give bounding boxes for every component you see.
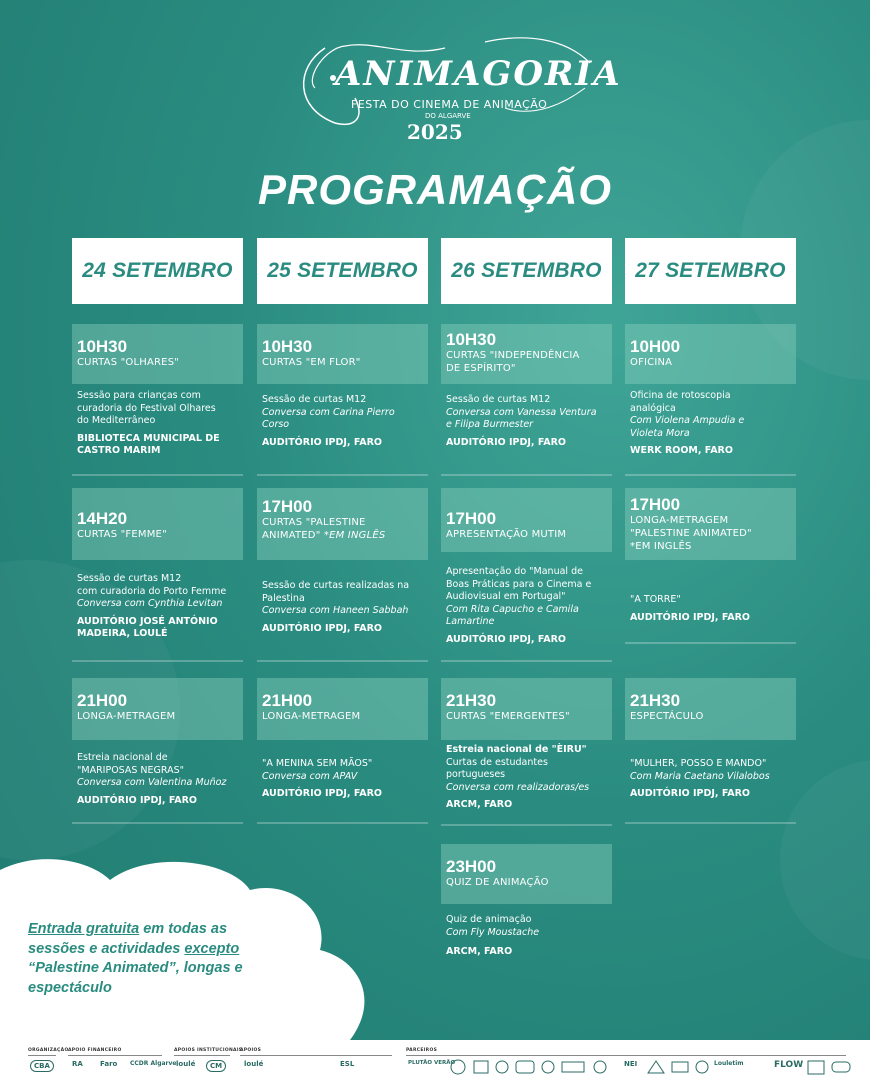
footer-group-label: APOIOS — [240, 1048, 262, 1053]
session-card — [441, 678, 612, 811]
session-description: "A MENINA SEM MÃOS" Conversa com APAV — [262, 758, 373, 782]
day-header: 27 SETEMBRO — [625, 238, 796, 304]
day-header: 25 SETEMBRO — [257, 238, 428, 304]
session-description: Estreia nacional de "MARIPOSAS NEGRAS" Conversa com Valentina Muñoz — [77, 752, 227, 788]
footer-group-label: ORGANIZAÇÃO — [28, 1048, 69, 1053]
session-kind: QUIZ DE ANIMAÇÃO — [446, 877, 549, 888]
page-title: PROGRAMAÇÃO — [258, 166, 612, 213]
session-card — [257, 324, 428, 449]
session-time: 21H00 — [77, 691, 128, 710]
session-card — [72, 678, 243, 807]
divider — [68, 1055, 162, 1056]
divider — [406, 1055, 846, 1056]
session-venue: WERK ROOM, FARO — [630, 445, 733, 456]
divider — [240, 1055, 392, 1056]
session-card — [625, 488, 796, 624]
session-time: 14H20 — [77, 509, 128, 528]
divider — [441, 474, 612, 476]
session-kind: CURTAS "OLHARES" — [77, 357, 180, 368]
session-kind: CURTAS "EM FLOR" — [262, 357, 361, 368]
session-venue: ARCM, FARO — [446, 799, 513, 810]
divider — [257, 660, 428, 662]
sponsor-logo: CBA — [30, 1060, 54, 1072]
sponsor-logo: loulé — [244, 1060, 264, 1068]
session-card — [72, 488, 243, 640]
divider — [28, 1055, 56, 1056]
session-description: "MULHER, POSSO E MANDO" Com Maria Caetano Vilalobos — [630, 758, 770, 782]
divider — [174, 1055, 230, 1056]
divider — [72, 474, 243, 476]
session-description: Sessão de curtas M12 Conversa com Carina Pierro Corso — [262, 394, 395, 430]
session-card — [72, 324, 243, 457]
divider — [257, 822, 428, 824]
sponsor-logos-strip-icon — [806, 1058, 856, 1076]
sponsor-logo: FLOW — [774, 1060, 804, 1070]
session-card — [441, 324, 612, 449]
festival-logo — [285, 28, 622, 148]
session-venue: ARCM, FARO — [446, 946, 513, 957]
session-card — [441, 488, 612, 646]
session-time: 10H30 — [77, 337, 128, 356]
divider — [625, 822, 796, 824]
session-venue: AUDITÓRIO IPDJ, FARO — [262, 436, 382, 448]
session-time: 17H00 — [630, 495, 681, 514]
divider — [72, 660, 243, 662]
session-kind: LONGA-METRAGEM — [630, 515, 729, 526]
sponsor-logo: Faro — [100, 1060, 118, 1068]
free-entry-note: Entrada gratuita em todas as sessões e actividades excepto “Palestine Animated”, longas e espectáculo — [28, 921, 243, 996]
session-description: Sessão de curtas M12 com curadoria do Porto Femme Conversa com Cynthia Levitan — [77, 573, 227, 609]
sponsor-logos-strip-icon — [646, 1058, 716, 1076]
footer-group-label: PARCEIROS — [406, 1048, 438, 1053]
session-venue: AUDITÓRIO IPDJ, FARO — [446, 436, 566, 448]
sponsor-logos-strip-icon — [450, 1058, 620, 1076]
session-card — [441, 844, 612, 958]
session-venue: AUDITÓRIO IPDJ, FARO — [630, 788, 750, 799]
session-kind: LONGA-METRAGEM — [77, 711, 176, 722]
sponsor-logo: CM — [206, 1060, 226, 1072]
divider — [257, 474, 428, 476]
sponsor-logo: CCDR Algarve — [130, 1060, 177, 1067]
day-header: 24 SETEMBRO — [72, 238, 243, 304]
divider — [625, 474, 796, 476]
session-card — [257, 678, 428, 800]
session-kind: "PALESTINE ANIMATED" — [630, 528, 752, 539]
session-card — [257, 488, 428, 635]
session-venue: AUDITÓRIO IPDJ, FARO — [446, 633, 566, 645]
session-time: 17H00 — [446, 509, 497, 528]
session-time: 21H00 — [262, 691, 313, 710]
session-venue: BIBLIOTECA MUNICIPAL DE CASTRO MARIM — [77, 432, 220, 456]
session-venue: AUDITÓRIO IPDJ, FARO — [262, 622, 382, 634]
session-time: 10H30 — [262, 337, 313, 356]
session-description: Sessão de curtas realizadas na Palestina Conversa com Haneen Sabbah — [262, 580, 410, 616]
session-time: 10H00 — [630, 337, 681, 356]
session-kind: LONGA-METRAGEM — [262, 711, 361, 722]
divider — [441, 660, 612, 662]
logo-region: DO ALGARVE — [425, 112, 471, 120]
session-time: 17H00 — [262, 497, 313, 516]
session-kind: OFICINA — [630, 357, 673, 368]
footer-group-label: APOIOS INSTITUCIONAIS — [174, 1048, 243, 1053]
session-description: "A TORRE" — [630, 594, 681, 605]
session-description: Quiz de animação Com Fly Moustache — [446, 914, 540, 938]
session-kind: ESPECTÁCULO — [630, 711, 704, 722]
session-venue: AUDITÓRIO IPDJ, FARO — [77, 794, 197, 806]
session-description: Oficina de rotoscopia analógica Com Violena Ampudia e Violeta Mora — [630, 390, 745, 439]
session-description: Sessão para crianças com curadoria do Festival Olhares do Mediterrâneo — [77, 390, 216, 426]
logo-year: 2025 — [407, 120, 463, 144]
sponsor-logo: PLUTÃO VERÃO — [408, 1060, 456, 1066]
session-description: Estreia nacional de "ÈIRU" Curtas de estudantes portugueses Conversa com realizadoras/es — [446, 744, 590, 793]
day-header: 26 SETEMBRO — [441, 238, 612, 304]
session-time: 21H30 — [630, 691, 681, 710]
session-kind: APRESENTAÇÃO MUTIM — [446, 529, 567, 540]
session-kind: CURTAS "PALESTINE — [262, 517, 366, 528]
session-time: 23H00 — [446, 857, 497, 876]
session-kind: *EM INGLÊS — [630, 541, 692, 552]
session-venue: AUDITÓRIO IPDJ, FARO — [630, 611, 750, 623]
session-card — [625, 324, 796, 457]
sponsor-logo: NEI — [624, 1060, 638, 1068]
session-kind: ANIMATED" *EM INGLÊS — [262, 530, 386, 541]
divider — [72, 822, 243, 824]
divider — [441, 824, 612, 826]
session-venue: AUDITÓRIO IPDJ, FARO — [262, 788, 382, 799]
logo-title: ANIMAGORIA — [335, 54, 622, 94]
session-time: 21H30 — [446, 691, 497, 710]
session-kind: CURTAS "INDEPENDÊNCIA — [446, 350, 580, 361]
sponsor-logo: loulé — [176, 1060, 196, 1068]
session-description: Sessão de curtas M12 Conversa com Vanessa Ventura e Filipa Burmester — [446, 394, 597, 430]
session-kind: DE ESPÍRITO" — [446, 363, 516, 374]
session-description: Apresentação do "Manual de Boas Práticas para o Cinema e Audiovisual em Portugal" Com Rita Capucho e Camila Lamartine — [446, 566, 592, 627]
session-venue: AUDITÓRIO JOSÉ ANTÓNIO MADEIRA, LOULÉ — [77, 615, 218, 639]
sponsors-footer — [0, 1040, 870, 1088]
sponsor-logo: Louletim — [714, 1060, 744, 1067]
sponsor-logo: ESL — [340, 1060, 355, 1068]
divider — [625, 642, 796, 644]
sponsor-logo: RA — [72, 1060, 83, 1068]
footer-group-label: APOIO FINANCEIRO — [68, 1048, 122, 1053]
logo-subtitle: FESTA DO CINEMA DE ANIMAÇÃO — [351, 98, 548, 111]
session-card — [625, 678, 796, 800]
session-time: 10H30 — [446, 330, 497, 349]
session-kind: CURTAS "FEMME" — [77, 529, 167, 540]
session-kind: CURTAS "EMERGENTES" — [446, 711, 570, 722]
